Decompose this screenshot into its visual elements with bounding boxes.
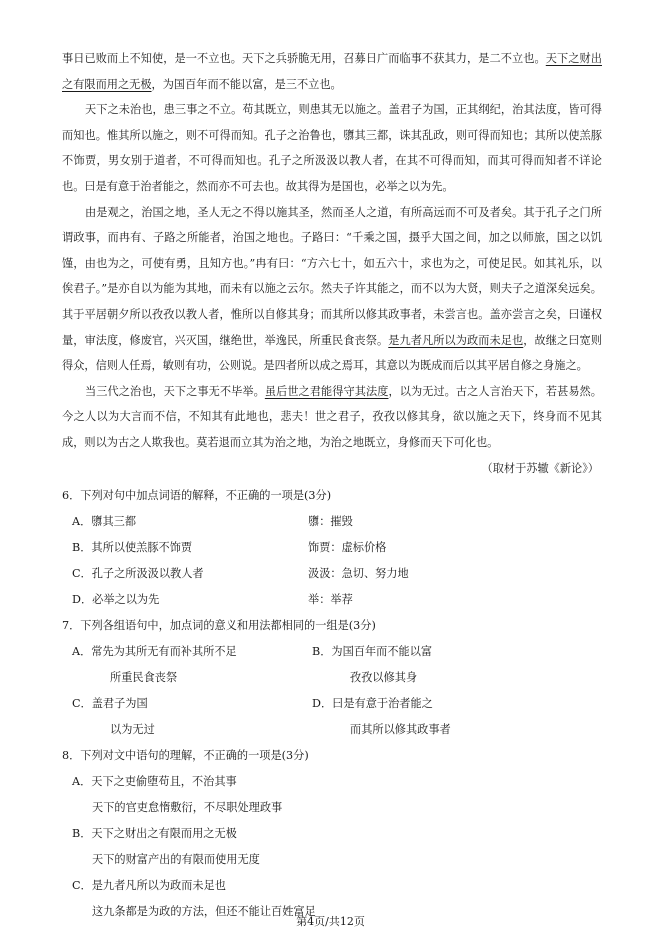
option-line-2: 以为无过	[110, 723, 155, 737]
option-line-1: C．盖君子为国	[72, 697, 148, 711]
page-content	[62, 46, 602, 925]
passage-paragraph-4	[62, 379, 602, 456]
option-explanation: 举：举荐	[308, 593, 353, 607]
option-line-2: 孜孜以修其身	[350, 671, 418, 685]
option-explanation: 隳：摧毁	[308, 515, 353, 529]
question-8-option-c-translation: 这九条都是为政的方法，但还不能让百姓富足	[92, 905, 316, 919]
question-7-stem: 7．下列各组语句中，加点词的意义和用法都相同的一组是(3分)	[62, 619, 376, 633]
option-explanation: 饰贾：虚标价格	[308, 541, 387, 555]
question-6-stem: 6．下列对句中加点词语的解释，不正确的一项是(3分)	[62, 489, 332, 503]
question-6-option-b	[62, 535, 602, 561]
option-sentence: D．必举之以为先	[72, 593, 160, 607]
question-8-option-a-translation: 天下的官吏怠惰敷衍，不尽职处理政事	[92, 801, 283, 815]
p1-underlined-text: 天下之财出之有限而用之无极	[62, 52, 602, 91]
p3-text-b: ，故继之曰宽则得众，信则人任焉，敏则有功，公则说。是四者所以成之焉耳，其意以为既成而后以其平居自修之身施之。	[62, 333, 602, 373]
p4-text-a: 当三代之治也，天下之事无不毕举。	[85, 384, 265, 398]
p1-text-a: 事日已败而上不知使，是一不立也。天下之兵骄脆无用，召募日广而临事不获其力，是二不立也。	[62, 52, 546, 65]
question-8-option-a: A．天下之吏偷堕苟且，不治其事	[72, 775, 237, 789]
question-8-option-b-translation: 天下的财富产出的有限而使用无度	[92, 853, 260, 867]
question-6-option-c	[62, 561, 602, 587]
p3-underlined-text: 是九者凡所以为政而未足也	[388, 333, 524, 347]
question-7-option-d	[302, 691, 542, 743]
option-sentence: B．其所以使羔豚不饰贾	[72, 541, 193, 555]
page-number: 第4页/共12页	[296, 915, 365, 928]
p4-text-b: ，以为无过。古之人言治天下，若甚易然。今之人以为大言而不信，不知其有此地也，悲夫！世之君子，孜孜以修其身，欲以施之天下，终身而不见其成，则以为古之人欺我也。莫若退而立其为治之地，为治之地既立，身修而天下可化也。	[62, 384, 602, 449]
question-7-options-cd	[62, 691, 602, 743]
option-line-1: B．为国百年而不能以富	[312, 645, 433, 659]
option-line-1: D．曰是有意于治者能之	[312, 697, 433, 711]
passage-paragraph-1	[62, 46, 602, 97]
p3-text-a: 由是观之，治国之地，圣人无之不得以施其圣，然而圣人之道，有所高远而不可及者矣。其于孔子之门所谓政事，而冉有、子路之所能者，治国之地也。子路曰：“千乘之国，摄乎大国之间，加之以师旅，国之以饥馑，由也为之，可使有勇，且知方也。”冉有曰：“方六七十，如五六十，求也为之，可使足民。如其礼乐，以俟君子。”是亦自以为能为其地，而未有以施之云尔。然夫子许其能之，而不以为大贤，则夫子之道深矣远矣。其于平居朝夕所以孜孜以教人者，惟所以自修其身；而其所以修其政事者，未尝言也。盖亦尝言之矣，曰谨权量，审法度，修废官，兴灭国，继绝世，举逸民，所重民食丧祭。	[62, 205, 602, 347]
question-7-option-b	[302, 639, 542, 691]
question-8-option-c: C．是九者凡所以为政而未足也	[72, 879, 226, 893]
question-7-options-ab	[62, 639, 602, 691]
option-line-2: 而其所以修其政事者	[350, 723, 451, 737]
p1-text-b: ，为国百年而不能以富，是三不立也。	[151, 77, 342, 91]
passage-source: （取材于苏辙《新论》）	[481, 461, 599, 475]
question-8-option-b: B．天下之财出之有限而用之无极	[72, 827, 237, 841]
option-sentence: A．隳其三都	[72, 515, 137, 529]
question-8-stem: 8．下列对文中语句的理解，不正确的一项是(3分)	[62, 749, 309, 763]
question-6-option-a	[62, 509, 602, 535]
option-line-2: 所重民食丧祭	[110, 671, 178, 685]
passage-paragraph-2: 天下之未治也，患三事之不立。苟其既立，则患其无以施之。盖君子为国，正其纲纪，治其法度，皆可得而知也。惟其所以施之，则不可得而知。孔子之治鲁也，隳其三都，诛其乱政，则可得而知也；其所以使羔豚不饰贾，男女别于道者，不可得而知也。孔子之所汲汲以教人者，在其不可得而知，而其可得而知者不详论也。曰是有意于治者能之，然而亦不可去也。故其得为是国也，必举之以为先。	[62, 103, 602, 193]
option-line-1: A．常先为其所无有而补其所不足	[72, 645, 237, 659]
passage-paragraph-3	[62, 200, 602, 379]
question-7-option-a	[62, 639, 302, 691]
option-explanation: 汲汲：急切、努力地	[308, 567, 409, 581]
option-sentence: C．孔子之所汲汲以教人者	[72, 567, 204, 581]
question-6-option-d	[62, 587, 602, 613]
p4-underlined-text: 虽后世之君能得守其法度	[264, 384, 389, 398]
question-7-option-c	[62, 691, 302, 743]
